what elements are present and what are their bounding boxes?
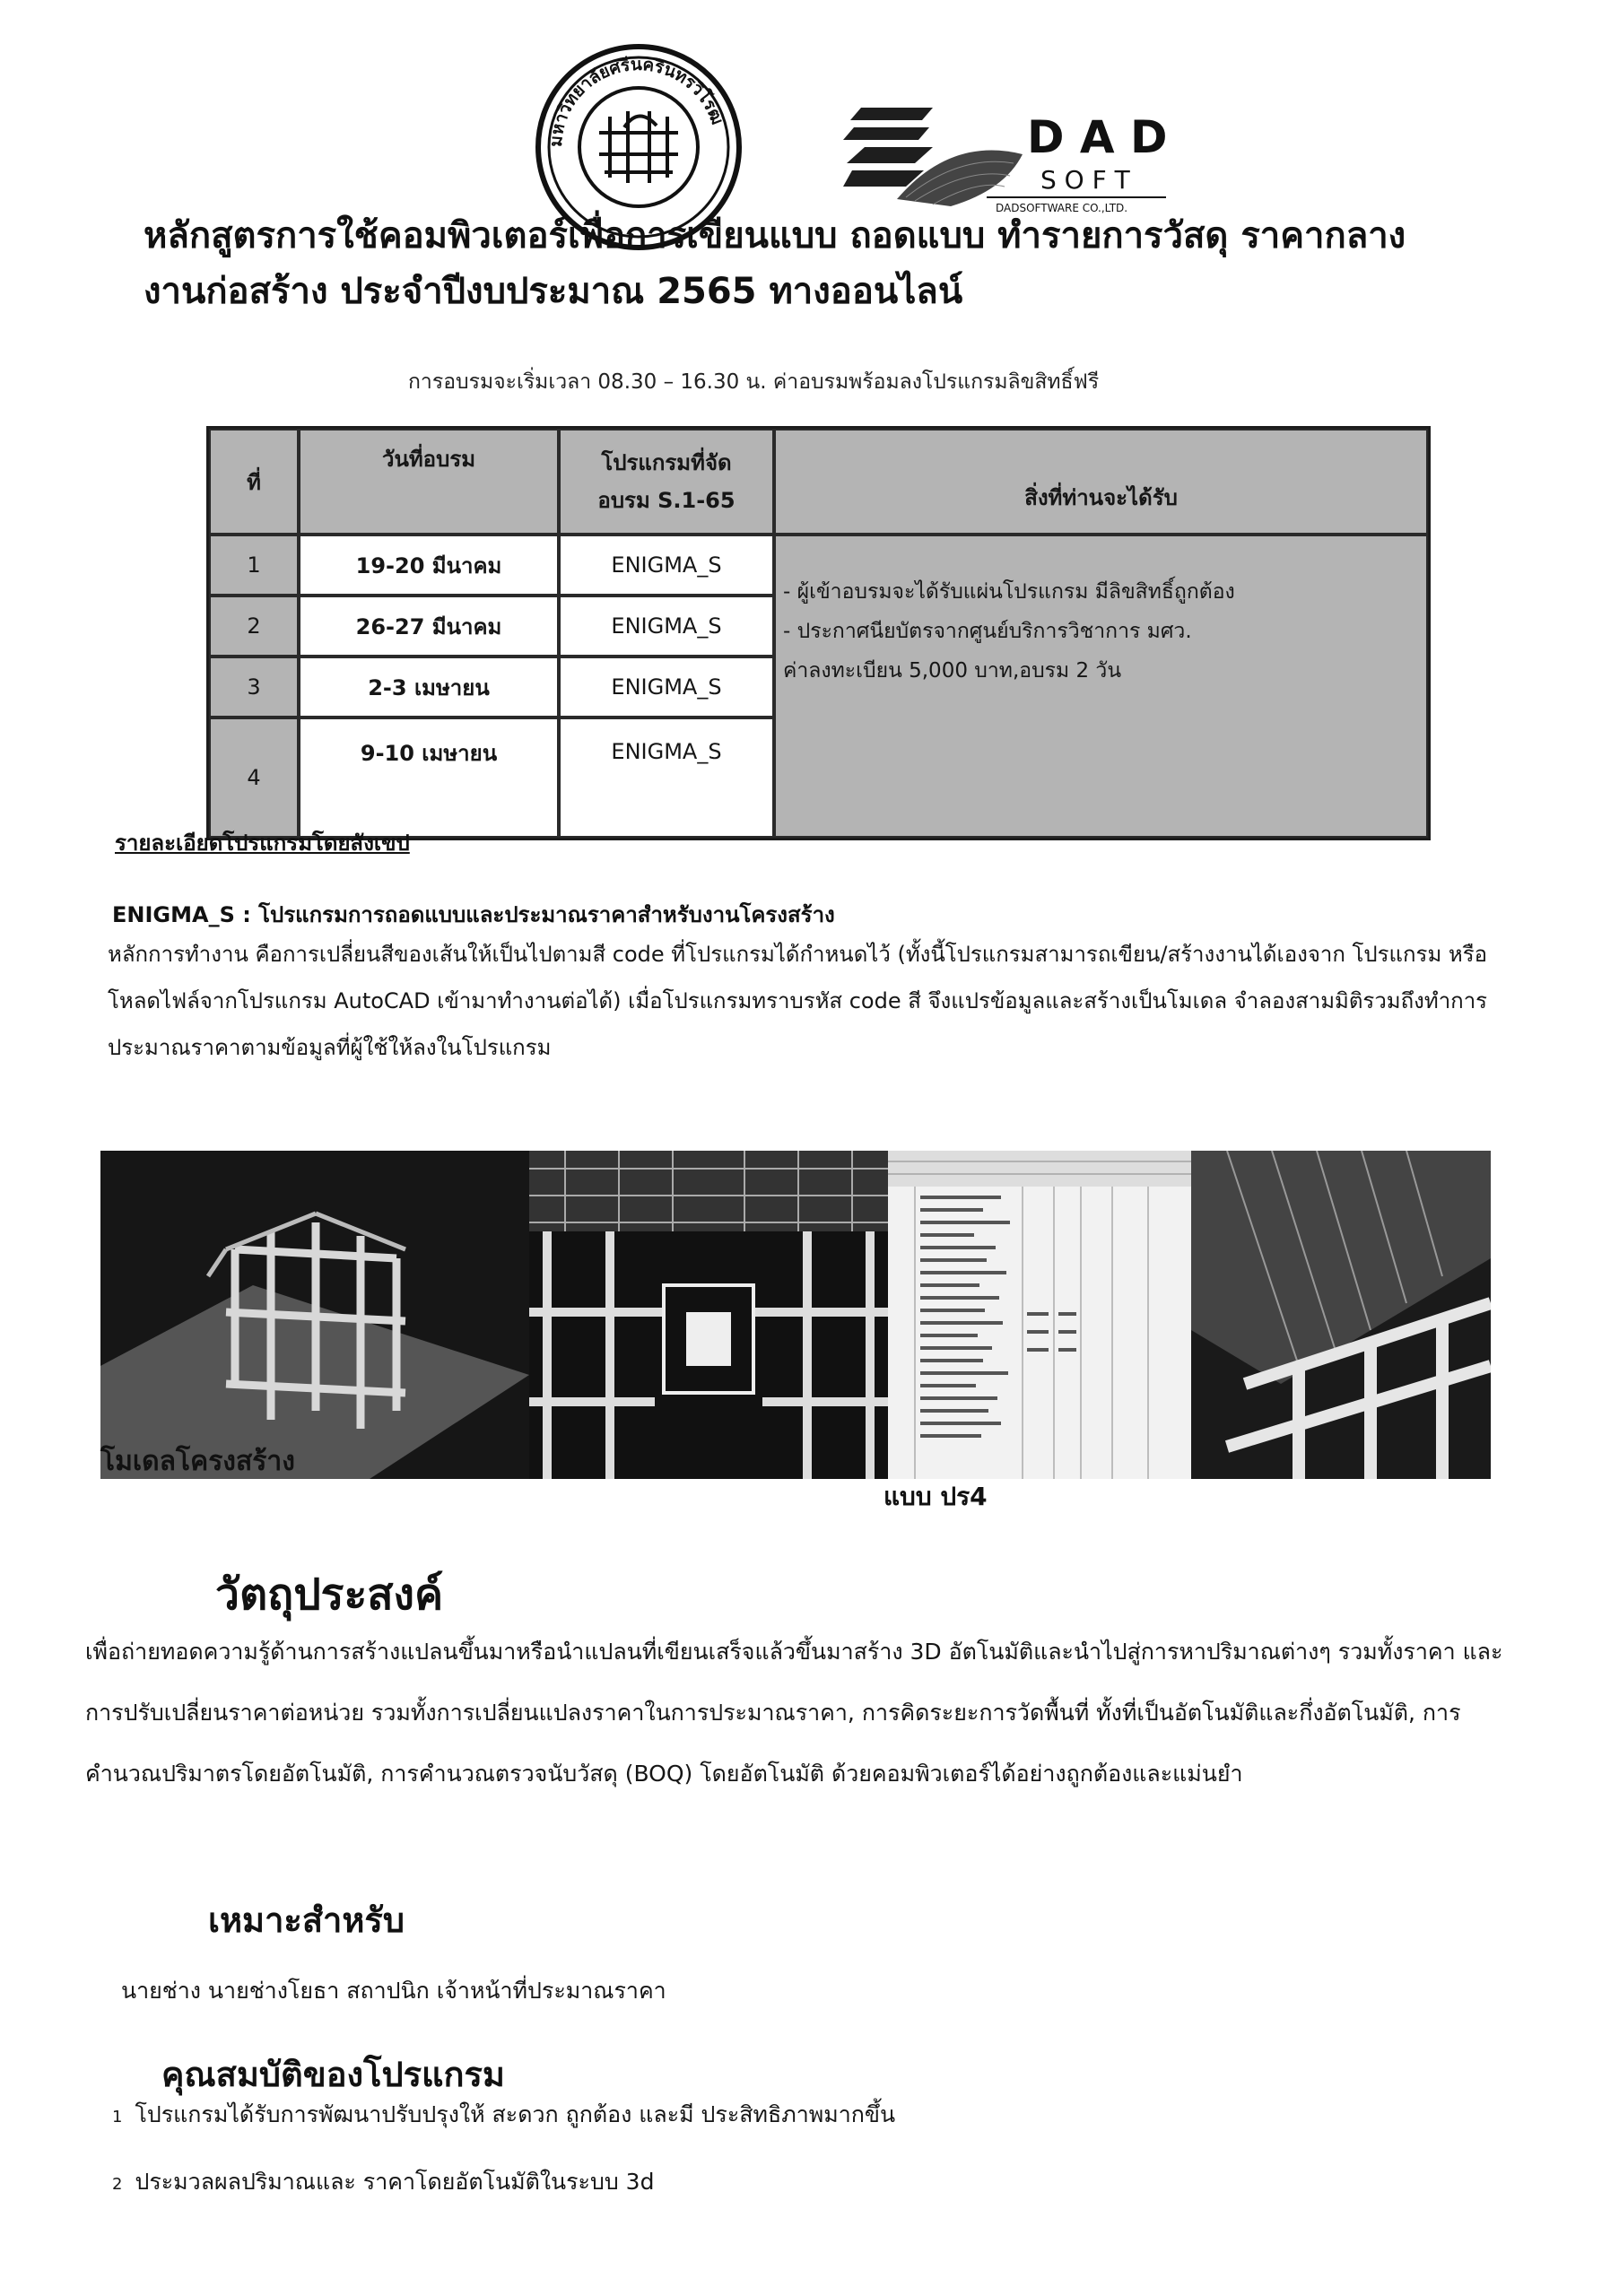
header-program [559,429,774,535]
features-heading: คุณสมบัติของโปรแกรม [161,2055,505,2094]
benefit-item-1: - ผู้เข้าอบรมจะได้รับแผ่นโปรแกรม มีลิขสิทธิ์ถูกต้อง [783,580,1235,604]
benefit-item-3: ค่าลงทะเบียน 5,000 บาท,อบรม 2 วัน [783,659,1122,683]
benefit-item-2: - ประกาศนียบัตรจากศูนย์บริการวิชาการ มศว. [783,620,1192,643]
suitable-heading: เหมาะสำหรับ [208,1900,405,1940]
program-screenshots [100,1151,1491,1479]
program-description: หลักการทำงาน คือการเปลี่ยนสีของเส้นให้เป็นไปตามสี code ที่โปรแกรมได้กำหนดไว้ (ทั้งนี้โปรแกรมสามารถเขียน/สร้างงานได้เองจาก โปรแกรม หรือโหลดไฟล์จากโปรแกรม AutoCAD เข้ามาทำงานต่อได้) เมื่อโปรแกรมทราบรหัส code สี จึงแปรข้อมูลและสร้างเป็นโมเดล จำลองสามมิติรวมถึงทำการประมาณราคาตามข้อมูลที่ผู้ใช้ให้ลงในโปรแกรม [108,942,1488,1060]
training-schedule-table [206,426,1431,840]
header-program-line2: อบรม S.1-65 [597,488,736,513]
dad-logo-text: D A D [1027,111,1168,163]
feature-item-2 [112,2164,654,2200]
row-4-program: ENIGMA_S [559,718,774,838]
objective-heading: วัตถุประสงค์ [215,1570,444,1620]
feature-item-1 [112,2097,895,2133]
header-program-line1: โปรแกรมที่จัด [601,450,732,475]
course-title-line1: หลักสูตรการใช้คอมพิวเตอร์เพื่อการเขียนแบบ ถอดแบบ ทำรายการวัสดุ ราคากลาง [144,215,1406,257]
row-3-date: 2-3 เมษายน [299,657,559,718]
soft-logo-text: S O F T [1040,165,1130,195]
course-title-line2: งานก่อสร้าง ประจำปีงบประมาณ 2565 ทางออนไลน์ [144,271,963,312]
row-4-date: 9-10 เมษายน [299,718,559,838]
boq-spreadsheet-image [888,1151,1191,1479]
structure-model-image [100,1151,529,1479]
row-2-no: 2 [209,596,299,657]
svg-text:มหาวิทยาลัยศรีนครินทรวิโรฒ: มหาวิทยาลัยศรีนครินทรวิโรฒ [545,54,727,148]
feature-item-1-text: โปรแกรมได้รับการพัฒนาปรับปรุงให้ สะดวก ถูกต้อง และมี ประสิทธิภาพมากขึ้น [135,2101,896,2127]
program-title: ENIGMA_S : โปรแกรมการถอดแบบและประมาณราคาสำหรับงานโครงสร้าง [112,902,835,927]
dadsoft-logo-graphic [843,100,1175,217]
header-date: วันที่อบรม [299,429,559,535]
row-2-program: ENIGMA_S [559,596,774,657]
row-3-no: 3 [209,657,299,718]
suitable-text: นายช่าง นายช่างโยธา สถาปนิก เจ้าหน้าที่ประมาณราคา [121,1978,666,2004]
row-2-date: 26-27 มีนาคม [299,596,559,657]
row-1-date: 19-20 มีนาคม [299,535,559,596]
perspective-render-image [1191,1151,1491,1479]
row-1-program: ENIGMA_S [559,535,774,596]
frame-interior-image [529,1151,888,1479]
objective-text: เพื่อถ่ายทอดความรู้ด้านการสร้างแปลนขึ้นมาหรือนำแปลนที่เขียนเสร็จแล้วขึ้นมาสร้าง 3D อัตโนมัติและนำไปสู่การหาปริมาณต่างๆ รวมทั้งราคา และการปรับเปลี่ยนราคาต่อหน่วย รวมทั้งการเปลี่ยนแปลงราคาในการประมาณราคา, การคิดระยะการวัดพื้นที่ ทั้งที่เป็นอัตโนมัติและกึ่งอัตโนมัติ, การคำนวณปริมาตรโดยอัตโนมัติ, การคำนวณตรวจนับวัสดุ (BOQ) โดยอัตโนมัติ ด้วยคอมพิวเตอร์ได้อย่างถูกต้องและแม่นยำ [85,1639,1503,1787]
row-3-program: ENIGMA_S [559,657,774,718]
feature-item-1-num: 1 [112,2108,123,2126]
row-1-no: 1 [209,535,299,596]
feature-item-2-text: ประมวลผลปริมาณและ ราคาโดยอัตโนมัติในระบบ 3d [135,2169,655,2195]
row-4-no: 4 [209,718,299,838]
header-benefits: สิ่งที่ท่านจะได้รับ [774,429,1428,535]
feature-item-2-num: 2 [112,2175,123,2194]
benefits-list [783,572,1411,691]
training-time-note: การอบรมจะเริ่มเวลา 08.30 – 16.30 น. ค่าอบรมพร้อมลงโปรแกรมลิขสิทธิ์ฟรี [408,370,1100,394]
summary-heading: รายละเอียดโปรแกรมโดยสังเขป [115,831,410,856]
company-logo-text: DADSOFTWARE CO.,LTD. [996,202,1128,214]
structure-model-caption: โมเดลโครงสร้าง [100,1446,295,1477]
form-por4-caption: แบบ ปร4 [883,1482,988,1511]
dadsoft-logo [843,100,1175,217]
header-no: ที่ [209,429,299,535]
